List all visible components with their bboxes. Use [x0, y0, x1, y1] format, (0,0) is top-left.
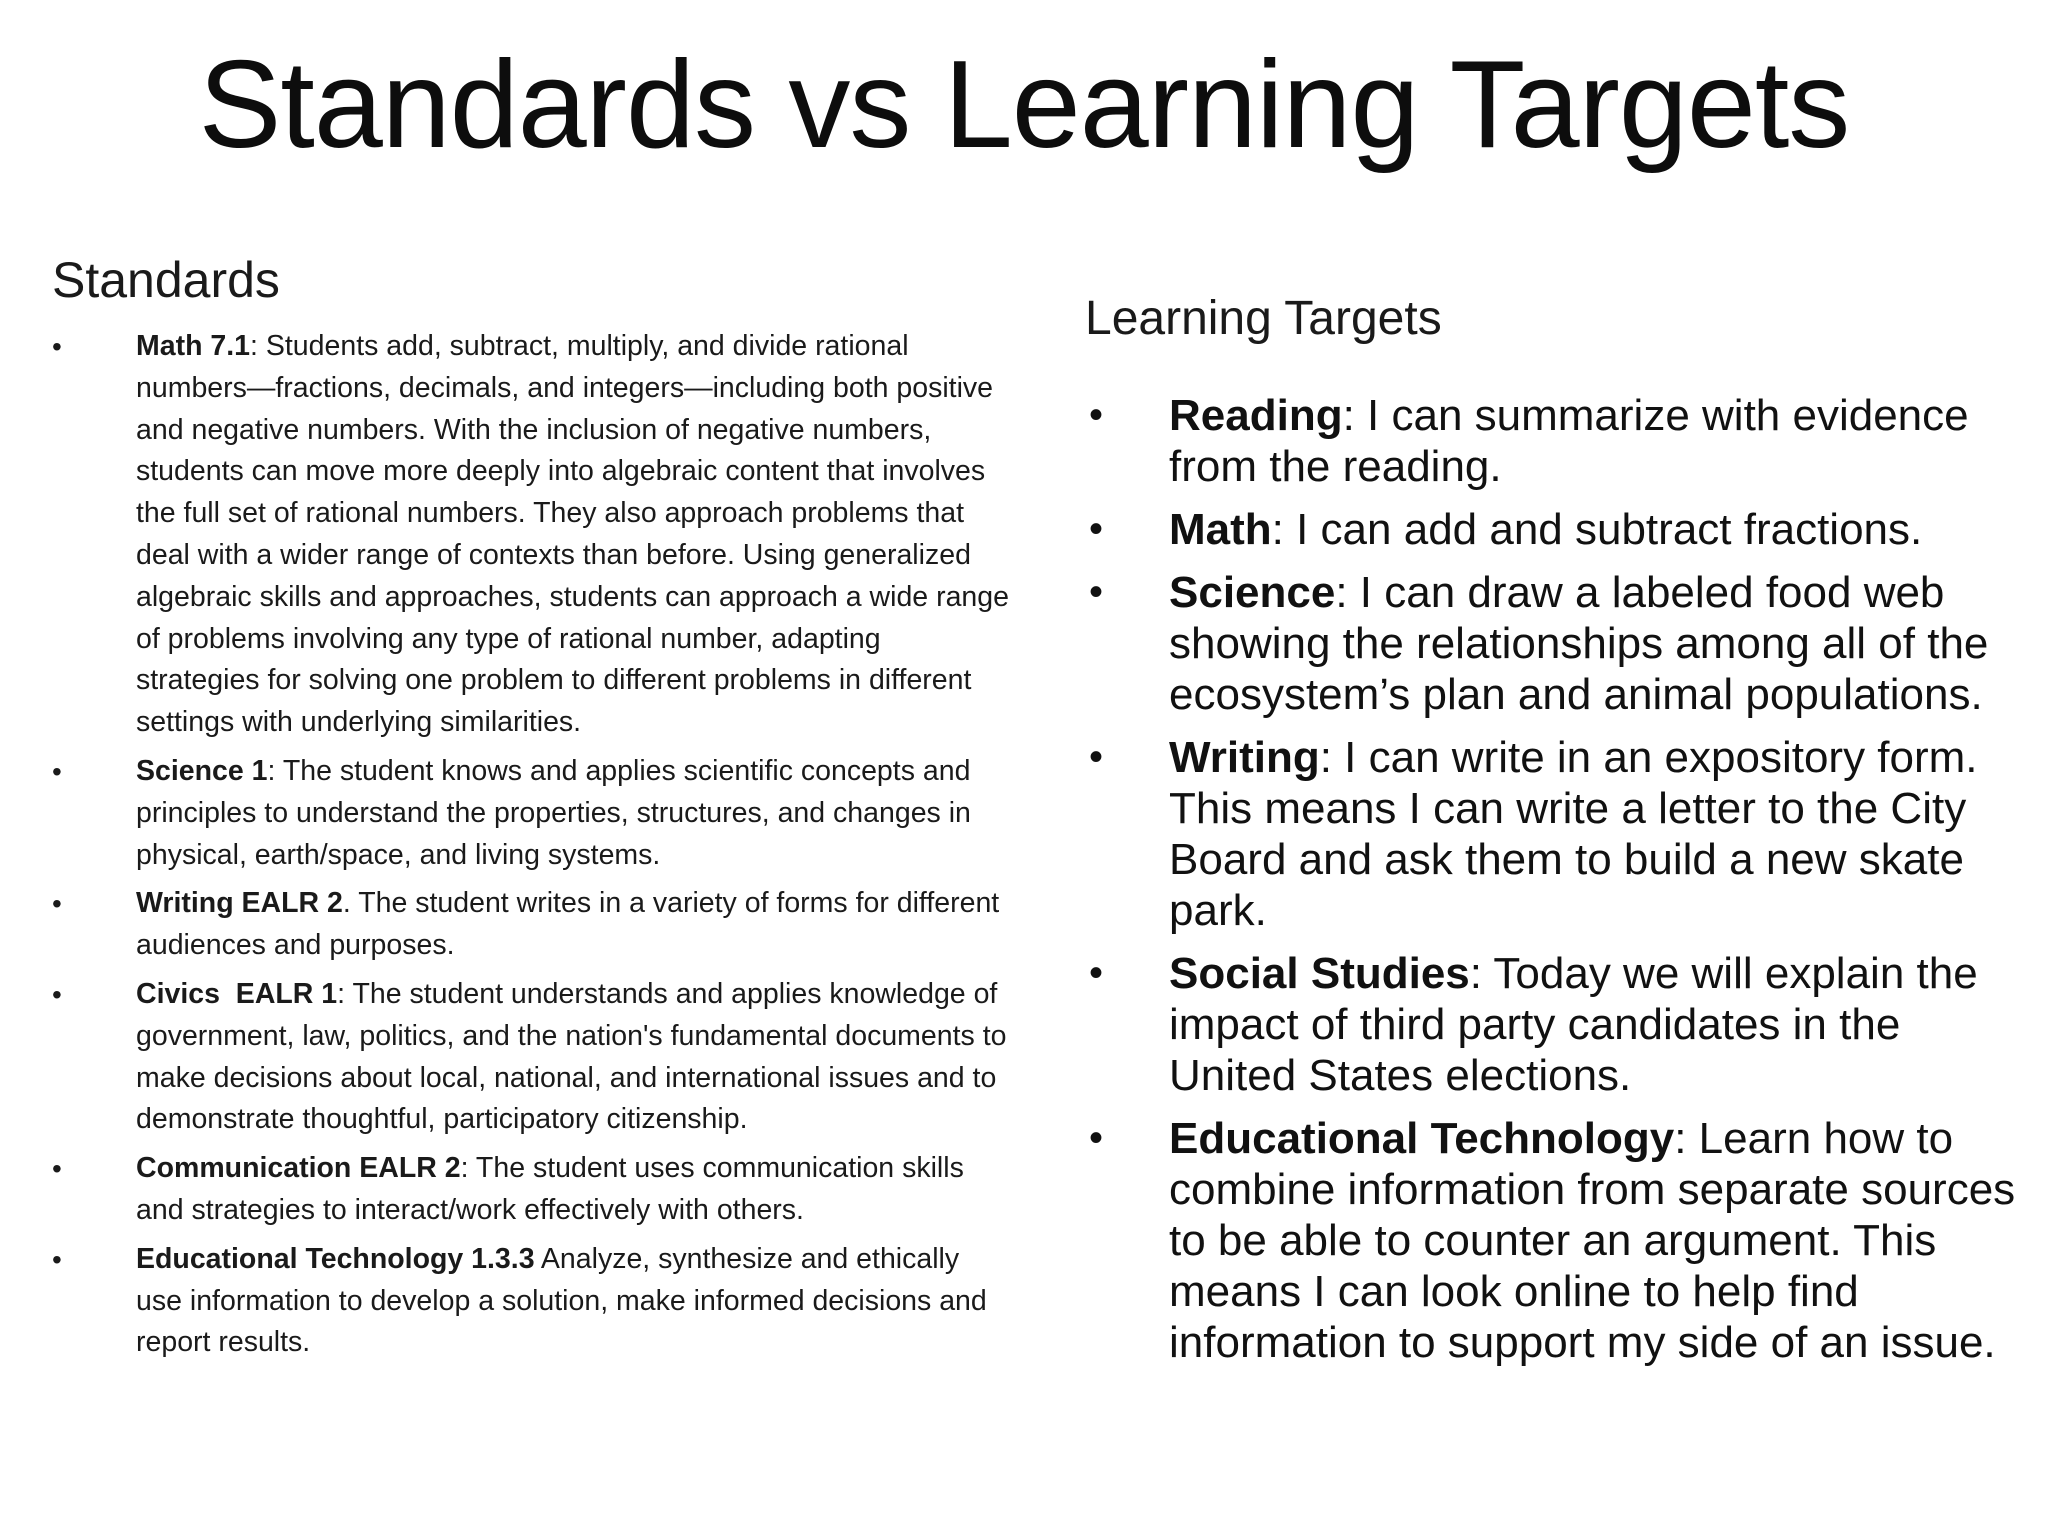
item-text: : Learn how to combine information from separate sources to be able to counter an argument. This means I can look online to help find information to support my side of an issue. [1169, 1114, 2016, 1367]
item-label: Writing [1169, 733, 1320, 782]
slide-title: Standards vs Learning Targets [198, 36, 1850, 174]
list-item [52, 1148, 1012, 1232]
item-label: Math 7.1 [136, 330, 251, 362]
list-item [1085, 1113, 2030, 1368]
list-item [1085, 948, 2030, 1101]
list-item [52, 883, 1012, 967]
item-label: Reading [1169, 391, 1343, 440]
bullet-icon: • [52, 978, 62, 1010]
item-label: Science 1 [136, 754, 268, 787]
item-label: Educational Technology 1.3.3 [136, 1242, 535, 1275]
bullet-icon: • [52, 755, 62, 787]
item-text: : Students add, subtract, multiply, and divide rational numbers—fractions, decimals, and integers—including both positive and negative numbers. With the inclusion of negative numbers, students can move more deeply into algebraic content that involves the full set of rational numbers. They also approach problems that deal with a wider range of contexts than before. Using generalized algebraic skills and approaches, students can approach a wide range of problems involving any type of rational number, adapting strategies for solving one problem to different problems in different settings with underlying similarities. [136, 330, 1009, 739]
item-label: Writing EALR 2 [136, 887, 343, 920]
item-text: : I can write in an expository form. This means I can write a letter to the City Board and ask them to build a new skate park. [1169, 733, 1978, 935]
bullet-icon: • [1089, 735, 1104, 779]
item-text: : I can summarize with evidence from the reading. [1169, 391, 1969, 491]
bullet-icon: • [1089, 951, 1104, 995]
item-label: Math [1169, 505, 1272, 554]
item-text: . The student writes in a variety of forms for different audiences and purposes. [136, 887, 1000, 962]
item-label: Educational Technology [1169, 1114, 1675, 1163]
list-item [52, 751, 1012, 876]
list-item [52, 1239, 1012, 1364]
item-text: Analyze, synthesize and ethically use information to develop a solution, make informed decisions and report results. [136, 1242, 987, 1359]
item-text: : Today we will explain the impact of third party candidates in the United States elections. [1169, 949, 1978, 1100]
bullet-icon: • [1089, 507, 1104, 551]
item-label: Social Studies [1169, 949, 1470, 998]
item-label: Communication EALR 2 [136, 1152, 461, 1185]
list-item [1085, 390, 2030, 492]
bullet-icon: • [52, 1243, 62, 1275]
list-item [52, 326, 1012, 744]
bullet-icon: • [1089, 1116, 1104, 1160]
list-item [1085, 732, 2030, 936]
item-label: Civics EALR 1 [136, 977, 338, 1010]
standards-list [52, 326, 1012, 1364]
list-item [1085, 504, 2030, 555]
bullet-icon: • [52, 888, 62, 920]
bullet-icon: • [1089, 570, 1104, 614]
bullet-icon: • [52, 331, 62, 362]
item-label: Science [1169, 568, 1336, 617]
standards-heading: Standards [52, 252, 280, 308]
item-text: : The student knows and applies scientific concepts and principles to understand the properties, structures, and changes in physical, earth/space, and living systems. [136, 754, 971, 871]
item-text: : The student uses communication skills and strategies to interact/work effectively with others. [136, 1152, 964, 1226]
list-item [1085, 567, 2030, 720]
learning-targets-list [1085, 390, 2030, 1368]
item-text: : I can add and subtract fractions. [1271, 505, 1923, 554]
learning-targets-heading: Learning Targets [1085, 292, 1442, 345]
item-text: : I can draw a labeled food web showing the relationships among all of the ecosystem’s plan and animal populations. [1169, 568, 1989, 719]
learning-targets-column [1085, 288, 2030, 1380]
item-text: : The student understands and applies knowledge of government, law, politics, and the nation's fundamental documents to make decisions about local, national, and international issues and to demonstrate thoughtful, participatory citizenship. [136, 977, 1007, 1136]
standards-column [52, 248, 1012, 1371]
list-item [52, 974, 1012, 1141]
bullet-icon: • [52, 1153, 62, 1185]
bullet-icon: • [1089, 393, 1104, 437]
